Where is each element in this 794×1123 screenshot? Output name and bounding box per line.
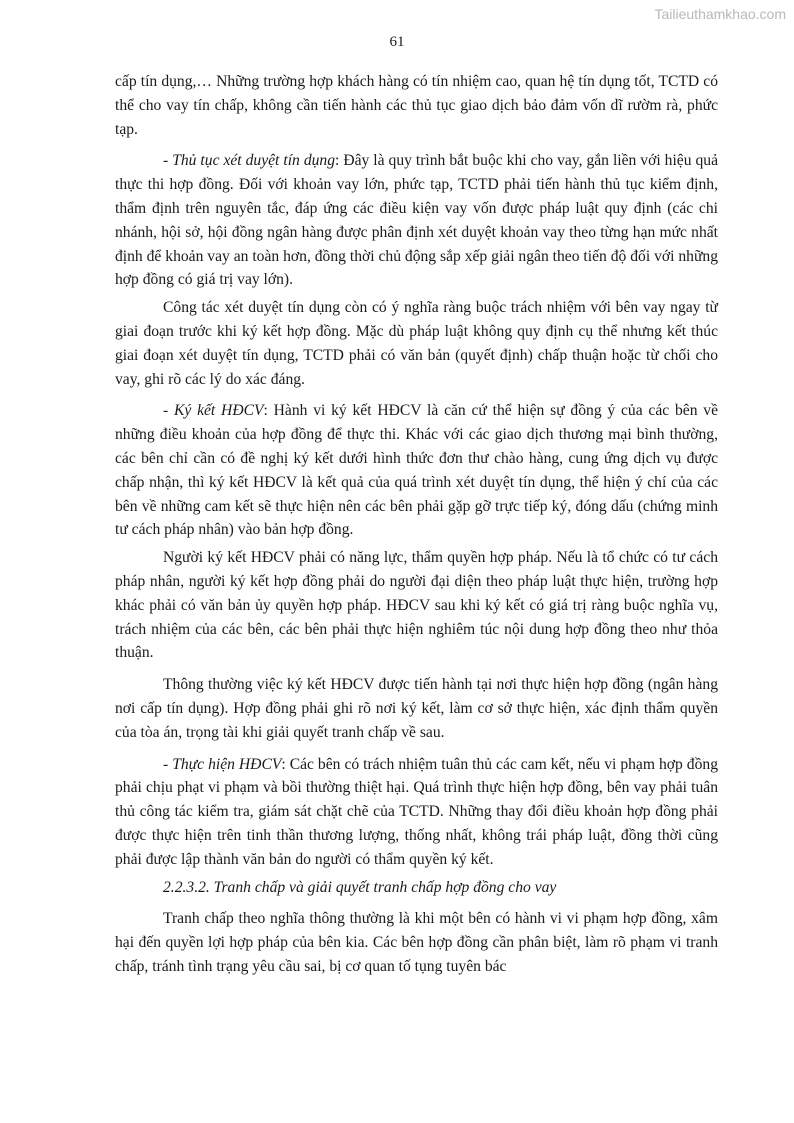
paragraph: Tranh chấp theo nghĩa thông thường là khi một bên có hành vi vi phạm hợp đồng, xâm hại đến quyền lợi hợp pháp của bên kia. Các bên hợp đồng cần phân biệt, làm rõ phạm vi tranh chấp, tránh tình trạng yêu cầu sai, bị cơ quan tố tụng tuyên bác	[115, 910, 718, 975]
paragraph-continuation: cấp tín dụng,… Những trường hợp khách hàng có tín nhiệm cao, quan hệ tín dụng tốt, TCTD có thể cho vay tín chấp, không cần tiến hành các thủ tục giao dịch bảo đảm vốn dĩ rườm rà, phức tạp.	[115, 73, 718, 138]
term-execution: Thực hiện HĐCV	[172, 755, 282, 773]
paragraph-execution	[115, 753, 718, 872]
list-dash: -	[163, 402, 174, 420]
paragraph-credit-approval	[115, 149, 718, 292]
paragraph: Thông thường việc ký kết HĐCV được tiến hành tại nơi thực hiện hợp đồng (ngân hàng nơi cấp tín dụng). Hợp đồng phải ghi rõ nơi ký kết, làm cơ sở thực hiện, xác định thẩm quyền của tòa án, trọng tài khi giải quyết tranh chấp về sau.	[115, 676, 718, 741]
paragraph-signing	[115, 399, 718, 542]
term-credit-approval: Thủ tục xét duyệt tín dụng	[172, 152, 336, 170]
section-heading: 2.2.3.2. Tranh chấp và giải quyết tranh chấp hợp đồng cho vay	[163, 878, 557, 896]
list-dash: -	[163, 755, 173, 773]
paragraph: Công tác xét duyệt tín dụng còn có ý nghĩa ràng buộc trách nhiệm với bên vay ngay từ giai đoạn trước khi ký kết hợp đồng. Mặc dù pháp luật không quy định cụ thể nhưng kết thúc giai đoạn xét duyệt tín dụng, TCTD phải có văn bản (quyết định) chấp thuận hoặc từ chối cho vay, ghi rõ các lý do xác đáng.	[115, 299, 718, 388]
watermark: Tailieuthamkhao.com	[654, 6, 786, 22]
paragraph-text: : Hành vi ký kết HĐCV là căn cứ thể hiện sự đồng ý của các bên về những điều khoản của hợp đồng để thực thi. Khác với các giao dịch thương mại bình thường, các bên chỉ cần có đề nghị ký kết dưới hình thức đơn thư chào hàng, cung ứng dịch vụ được chấp nhận, thì ký kết HĐCV là kết quả của quá trình xét duyệt tín dụng, thể hiện ý chí của các bên về những cam kết sẽ thực hiện nên các bên phải gặp gỡ trực tiếp ký, đóng dấu (chứng minh tư cách pháp nhân) vào bản hợp đồng.	[115, 402, 718, 539]
document-body	[115, 70, 718, 987]
page-number: 61	[389, 34, 405, 50]
list-dash: -	[163, 152, 173, 170]
paragraph-text: : Đây là quy trình bắt buộc khi cho vay, gắn liền với hiệu quả thực thi hợp đồng. Đối với khoản vay lớn, phức tạp, TCTD phải tiến hành thủ tục kiểm định, thẩm định trên nguyên tắc, đáp ứng các điều kiện vay vốn được pháp luật quy định (các chi nhánh, hội sở, hội đồng ngân hàng được phân định xét duyệt khoản vay theo từng hạn mức nhất định để khoản vay an toàn hơn, đồng thời chủ động sắp xếp giải ngân theo tiến độ đối với những hợp đồng có giá trị vay lớn).	[115, 152, 719, 289]
paragraph: Người ký kết HĐCV phải có năng lực, thẩm quyền hợp pháp. Nếu là tổ chức có tư cách pháp nhân, người ký kết hợp đồng phải do người đại diện theo pháp luật thực hiện, trường hợp khác phải có văn bản ủy quyền hợp pháp. HĐCV sau khi ký kết có giá trị ràng buộc nghĩa vụ, trách nhiệm của các bên, các bên phải thực hiện nghiêm túc nội dung hợp đồng theo như thỏa thuận.	[115, 549, 718, 662]
term-signing: Ký kết HĐCV	[173, 402, 264, 420]
paragraph-text: : Các bên có trách nhiệm tuân thủ các cam kết, nếu vi phạm hợp đồng phải chịu phạt vi phạm và bồi thường thiệt hại. Quá trình thực hiện hợp đồng, bên vay phải tuân thủ công tác kiểm tra, giám sát chặt chẽ của TCTD. Những thay đổi điều khoản hợp đồng phải được thực hiện trên tinh thần thương lượng, thống nhất, không trái pháp luật, đồng thời cũng phải được lập thành văn bản do người có thẩm quyền ký kết.	[115, 755, 718, 868]
